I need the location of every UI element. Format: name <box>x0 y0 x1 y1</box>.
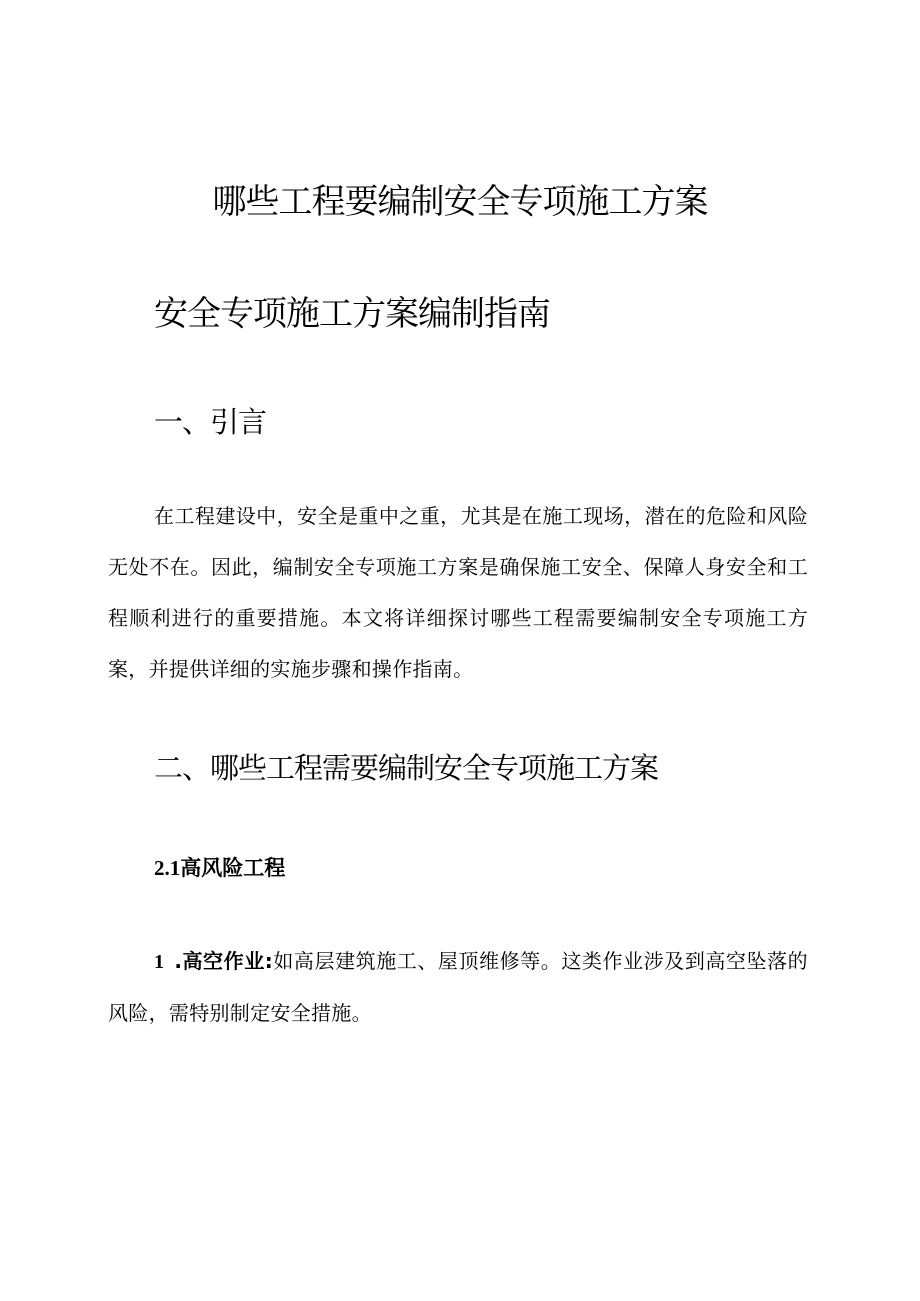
introduction-paragraph: 在工程建设中，安全是重中之重，尤其是在施工现场，潜在的危险和风险无处不在。因此，编制安全专项施工方案是确保施工安全、保障人身安全和工程顺利进行的重要措施。本文将详细探讨哪些工程需要编制安全专项施工方案，并提供详细的实施步骤和操作指南。 <box>108 504 808 681</box>
list-item-text: 如高层建筑施工、屋顶维修等。这类作业涉及到高空坠落的风险，需特别制定安全措施。 <box>108 949 808 1025</box>
document-title: 哪些工程要编制安全专项施工方案 <box>212 182 708 222</box>
list-item-label: .高空作业: <box>174 949 274 973</box>
section-heading-introduction: 一、引言 <box>154 405 267 439</box>
list-item-number: 1 <box>154 951 165 973</box>
section-heading-which-projects: 二、哪些工程需要编制安全专项施工方案 <box>154 751 659 785</box>
document-subtitle: 安全专项施工方案编制指南 <box>154 294 550 334</box>
list-item-high-altitude-work <box>108 936 808 1039</box>
subsection-heading-high-risk: 2.1高风险工程 <box>154 856 286 880</box>
